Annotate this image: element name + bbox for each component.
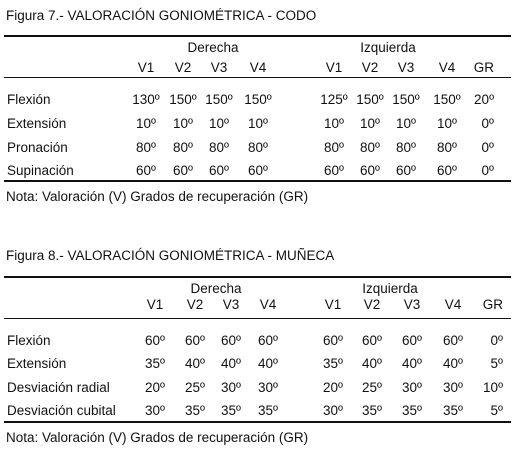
table-cell-left: 150º — [392, 92, 420, 107]
column-header-left-gr: GR — [482, 297, 503, 312]
table-cell-right: 10º — [136, 116, 156, 131]
table-cell-left: 35º — [323, 356, 343, 371]
table-cell-left: 10º — [483, 380, 503, 395]
column-header-left-v4: V4 — [438, 60, 456, 75]
column-header-left-v2: V2 — [363, 297, 381, 312]
table-cell-left: 60º — [323, 333, 343, 348]
table-cell-left: 30º — [323, 403, 343, 418]
table-cell-left: 20º — [474, 92, 494, 107]
column-header-left-gr: GR — [473, 60, 494, 75]
table-cell-left: 35º — [402, 403, 422, 418]
table-cell-right: 10º — [209, 116, 229, 131]
column-header-right-v1: V1 — [146, 297, 164, 312]
column-header-right-v2: V2 — [186, 297, 204, 312]
table-cell-left: 60º — [443, 333, 463, 348]
table-cell-left: 10º — [396, 116, 416, 131]
table-cell-right: 25º — [185, 380, 205, 395]
table-cell-left: 80º — [324, 140, 344, 155]
table-cell-left: 40º — [402, 356, 422, 371]
table-cell-left: 60º — [402, 333, 422, 348]
table-cell-left: 35º — [443, 403, 463, 418]
row-label: Extensión — [7, 356, 67, 371]
column-header-right-v4: V4 — [259, 297, 277, 312]
figure-8-bottom-rule — [4, 421, 511, 423]
table-cell-right: 30º — [258, 380, 278, 395]
table-cell-left: 125º — [320, 92, 348, 107]
table-cell-left: 150º — [433, 92, 461, 107]
column-header-left-v3: V3 — [397, 60, 415, 75]
table-cell-right: 10º — [248, 116, 268, 131]
figure-7-caption: Figura 7.- VALORACIÓN GONIOMÉTRICA - CODO — [6, 8, 317, 23]
table-cell-right: 30º — [145, 403, 165, 418]
table-cell-right: 80º — [248, 140, 268, 155]
column-header-right-v3: V3 — [210, 60, 228, 75]
table-cell-left: 30º — [402, 380, 422, 395]
table-cell-right: 60º — [185, 333, 205, 348]
column-header-right-v4: V4 — [249, 60, 267, 75]
table-cell-right: 80º — [173, 140, 193, 155]
table-cell-left: 40º — [443, 356, 463, 371]
table-cell-right: 35º — [221, 403, 241, 418]
figure-8-caption: Figura 8.- VALORACIÓN GONIOMÉTRICA - MUÑECA — [6, 248, 335, 263]
table-cell-right: 80º — [209, 140, 229, 155]
table-cell-right: 60º — [136, 163, 156, 178]
table-cell-left: 35º — [362, 403, 382, 418]
table-cell-right: 150º — [244, 92, 272, 107]
column-header-right-v3: V3 — [222, 297, 240, 312]
column-header-left-v4: V4 — [444, 297, 462, 312]
table-cell-left: 60º — [324, 163, 344, 178]
row-label: Desviación radial — [7, 380, 110, 395]
table-cell-right: 40º — [221, 356, 241, 371]
table-cell-right: 10º — [173, 116, 193, 131]
column-header-left-v3: V3 — [403, 297, 421, 312]
table-cell-left: 30º — [443, 380, 463, 395]
table-cell-left: 80º — [360, 140, 380, 155]
table-cell-left: 40º — [362, 356, 382, 371]
column-header-left-v2: V2 — [361, 60, 379, 75]
table-cell-right: 60º — [209, 163, 229, 178]
figure-8-header-rule — [4, 318, 511, 319]
column-header-right-v1: V1 — [137, 60, 155, 75]
table-cell-right: 40º — [185, 356, 205, 371]
table-cell-left: 5º — [490, 356, 503, 371]
row-label: Supinación — [7, 163, 74, 178]
table-cell-left: 0º — [490, 333, 503, 348]
column-header-left-v1: V1 — [325, 60, 343, 75]
table-cell-left: 10º — [437, 116, 457, 131]
row-label: Extensión — [7, 116, 67, 131]
table-cell-right: 30º — [221, 380, 241, 395]
row-label: Desviación cubital — [7, 403, 116, 418]
table-cell-left: 10º — [360, 116, 380, 131]
column-header-left-v1: V1 — [324, 297, 342, 312]
figure-7-header-rule — [4, 77, 511, 78]
table-cell-right: 35º — [145, 356, 165, 371]
table-cell-left: 60º — [396, 163, 416, 178]
figure-8-note: Nota: Valoración (V) Grados de recuperación (GR) — [6, 430, 309, 445]
table-cell-left: 60º — [362, 333, 382, 348]
row-label: Flexión — [7, 92, 51, 107]
column-header-right-v2: V2 — [174, 60, 192, 75]
figure-7-top-rule — [4, 35, 511, 37]
table-cell-right: 20º — [145, 380, 165, 395]
table-cell-left: 150º — [356, 92, 384, 107]
table-cell-left: 80º — [437, 140, 457, 155]
table-cell-left: 0º — [481, 140, 494, 155]
table-cell-right: 60º — [248, 163, 268, 178]
row-label: Flexión — [7, 333, 51, 348]
figure-8-group-right: Derecha — [190, 281, 242, 296]
table-cell-right: 150º — [205, 92, 233, 107]
table-cell-right: 60º — [221, 333, 241, 348]
table-cell-right: 40º — [258, 356, 278, 371]
table-cell-left: 20º — [323, 380, 343, 395]
table-cell-right: 80º — [136, 140, 156, 155]
table-cell-right: 60º — [258, 333, 278, 348]
figure-8-top-rule — [4, 276, 511, 278]
table-cell-right: 150º — [169, 92, 197, 107]
table-cell-left: 0º — [481, 163, 494, 178]
figure-7-bottom-rule — [4, 180, 511, 182]
table-cell-right: 35º — [185, 403, 205, 418]
table-cell-left: 10º — [324, 116, 344, 131]
table-cell-right: 35º — [258, 403, 278, 418]
table-cell-left: 25º — [362, 380, 382, 395]
figure-7-group-right: Derecha — [187, 40, 239, 55]
table-cell-left: 0º — [481, 116, 494, 131]
table-cell-left: 5º — [490, 403, 503, 418]
table-cell-right: 60º — [173, 163, 193, 178]
figure-8-group-left: Izquierda — [362, 281, 418, 296]
table-cell-left: 80º — [396, 140, 416, 155]
row-label: Pronación — [7, 140, 68, 155]
figure-7-group-left: Izquierda — [360, 40, 416, 55]
table-cell-right: 130º — [132, 92, 160, 107]
table-cell-left: 60º — [360, 163, 380, 178]
figure-7-note: Nota: Valoración (V) Grados de recuperación (GR) — [6, 189, 309, 204]
table-cell-right: 60º — [145, 333, 165, 348]
table-cell-left: 60º — [437, 163, 457, 178]
